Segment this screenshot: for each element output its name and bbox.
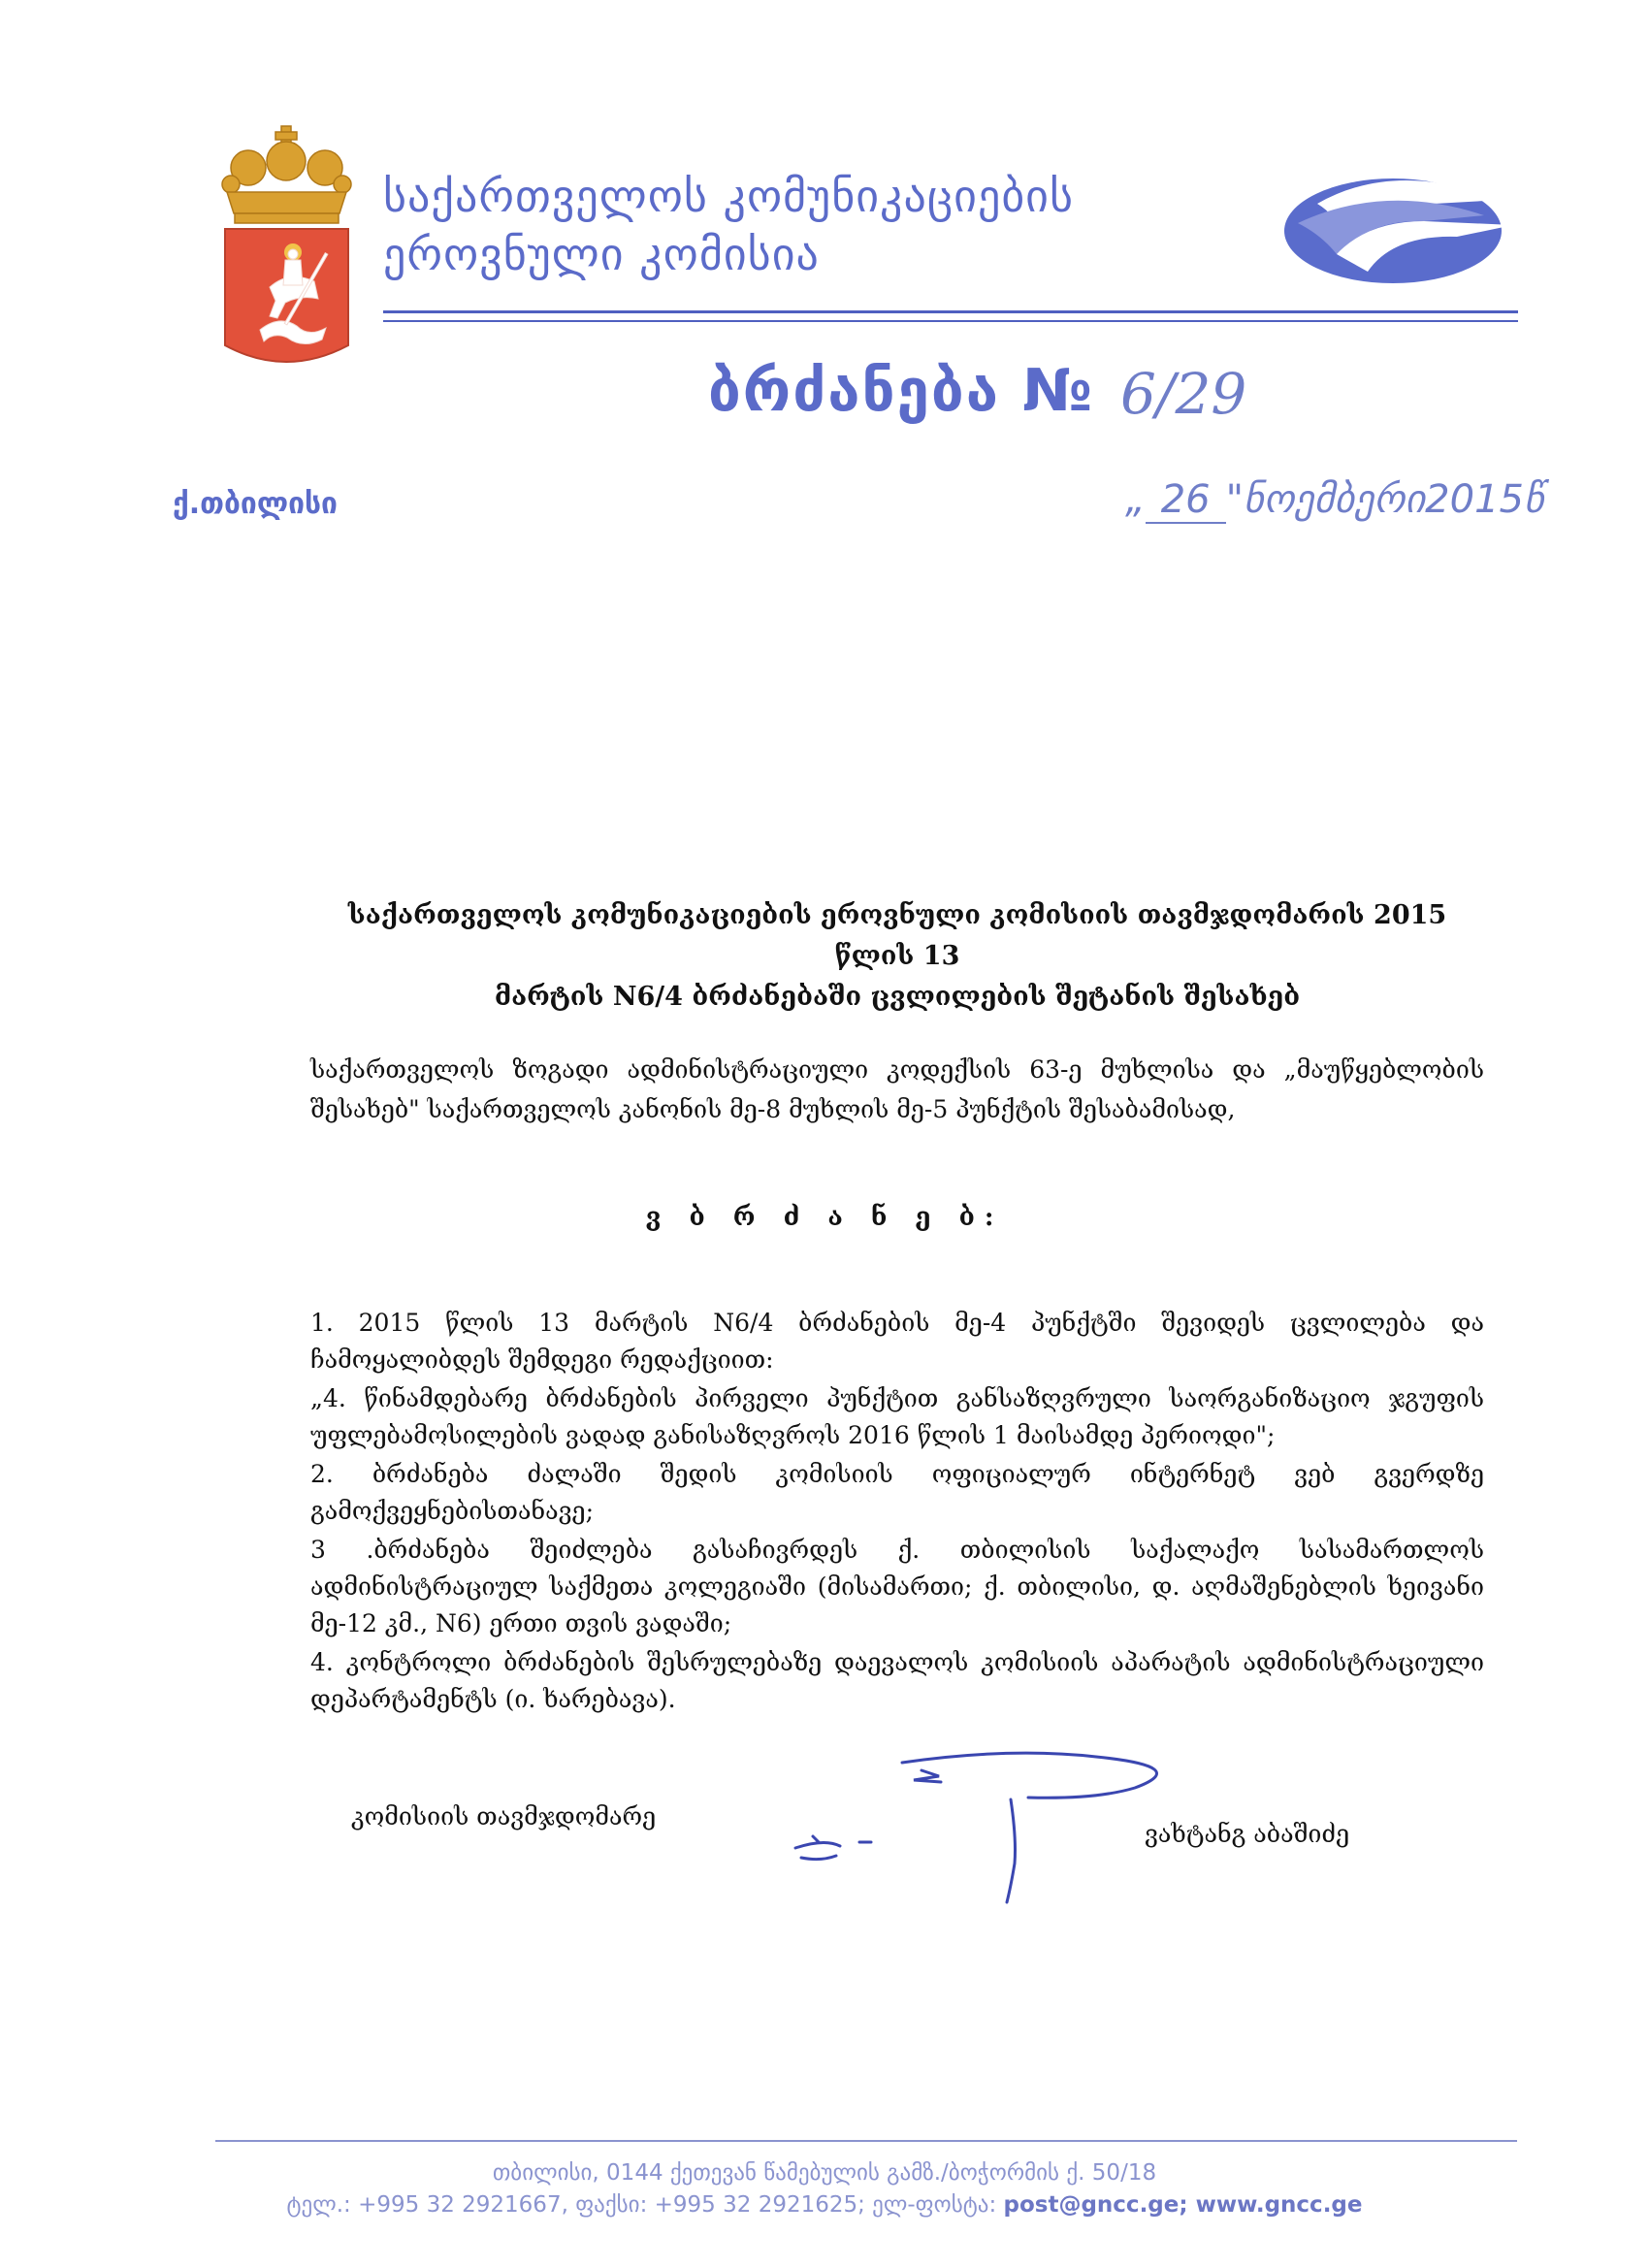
order-point: 2. ბრძანება ძალაში შედის კომისიის ოფიციალურ ინტერნეტ ვებ გვერდზე გამოქვეყნებისთანავე; bbox=[310, 1460, 1484, 1525]
organization-name-line1: საქართველოს კომუნიკაციების bbox=[383, 170, 1074, 222]
date-open-quote: „ bbox=[1125, 477, 1146, 522]
document-subject bbox=[330, 895, 1465, 1018]
decree-heading: ვ ბ რ ძ ა ნ ე ბ: bbox=[645, 1203, 1004, 1232]
gncc-logo-icon bbox=[1278, 165, 1521, 286]
subject-line1: საქართველოს კომუნიკაციების ეროვნული კომისიის თავმჯდომარის 2015 წლის 13 bbox=[347, 900, 1447, 971]
order-number: 6/29 bbox=[1120, 361, 1247, 427]
footer-phone-fax: ტელ.: +995 32 2921667, ფაქსი: +995 32 2921625; ელ-ფოსტა: bbox=[286, 2192, 1004, 2218]
date-month-year: ნოემბერი2015წ bbox=[1244, 477, 1544, 522]
footer-contacts bbox=[0, 2192, 1649, 2218]
coat-of-arms-emblem bbox=[221, 124, 352, 367]
footer-address: თბილისი, 0144 ქეთევან წამებულის გამზ./ბოჭორმის ქ. 50/18 bbox=[492, 2160, 1157, 2186]
order-point: 3 .ბრძანება შეიძლება გასაჩივრდეს ქ. თბილისის საქალაქო სასამართლოს ადმინისტრაციულ საქმეთა კოლეგიაში (მისამართი; ქ. თბილისი, დ. აღმაშენებლის ხეივანი მე-12 კმ., N6) ერთი თვის ვადაში; bbox=[310, 1536, 1484, 1637]
order-point: „4. წინამდებარე ბრძანების პირველი პუნქტით განსაზღვრული საორგანიზაციო ჯგუფის უფლებამოსილების ვადად განისაზღვროს 2016 წლის 1 მაისამდე პერიოდი"; bbox=[310, 1384, 1484, 1449]
organization-name bbox=[383, 167, 1237, 283]
organization-name-line2: ეროვნული კომისია bbox=[383, 228, 820, 280]
order-point: 1. 2015 წლის 13 მარტის N6/4 ბრძანების მე-4 პუნქტში შევიდეს ცვლილება და ჩამოყალიბდეს შემდეგი რედაქციით: bbox=[310, 1309, 1484, 1374]
footer-divider bbox=[215, 2140, 1517, 2142]
signatory-role: კომისიის თავმჯდომარე bbox=[351, 1802, 657, 1831]
city-label: ქ.თბილისი bbox=[173, 487, 338, 521]
header-divider-top bbox=[383, 310, 1518, 313]
signatory-name: ვახტანგ აბაშიძე bbox=[1145, 1820, 1350, 1848]
preamble-paragraph: საქართველოს ზოგადი ადმინისტრაციული კოდექსის 63-ე მუხლისა და „მაუწყებლობის შესახებ" საქართველოს კანონის მე-8 მუხლის მე-5 პუნქტის შესაბამისად, bbox=[310, 1055, 1484, 1123]
footer-email-website-link[interactable]: post@gncc.ge; www.gncc.ge bbox=[1003, 2192, 1363, 2218]
order-title: ბრძანება № bbox=[708, 357, 1095, 425]
date-day: 26 bbox=[1146, 477, 1226, 524]
order-date bbox=[1125, 477, 1544, 524]
header-divider-bottom bbox=[383, 320, 1518, 322]
date-close-quote: " bbox=[1225, 477, 1245, 522]
subject-line2: მარტის N6/4 ბრძანებაში ცვლილების შეტანის შესახებ bbox=[494, 982, 1301, 1012]
order-points-list bbox=[310, 1305, 1484, 1720]
order-point: 4. კონტროლი ბრძანების შესრულებაზე დაევალოს კომისიის აპარატის ადმინისტრაციული დეპარტამენტს (ი. ხარებავა). bbox=[310, 1648, 1484, 1713]
